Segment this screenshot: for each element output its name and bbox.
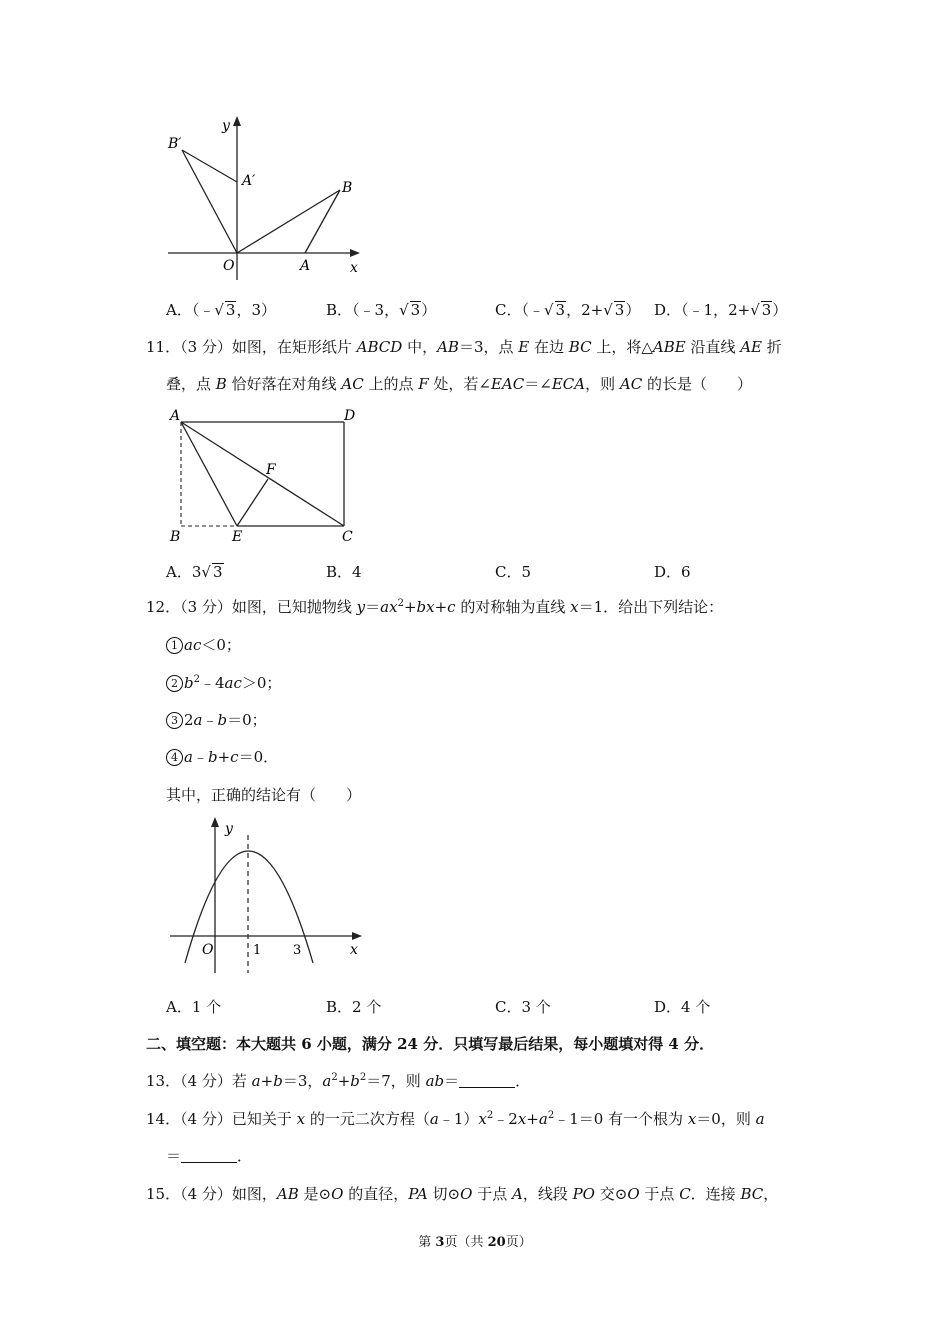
q10-option-a: A．（﹣√ 3，3）	[166, 301, 276, 319]
q12-conclusion-4: 4 a﹣b+c＝0．	[166, 747, 278, 767]
fig10-x-label: x	[350, 260, 358, 276]
q11-option-b: B．4	[326, 563, 362, 581]
fig12-o-label: O	[202, 942, 214, 958]
fig12-y-label: y	[225, 821, 233, 837]
fig11-c-label: C	[342, 529, 353, 545]
q12-option-a: A．1 个	[166, 998, 222, 1016]
q12-figure	[165, 815, 370, 975]
page-footer: 第 3页（共 20页）	[418, 1235, 532, 1250]
q11-line2: 叠，点 B 恰好落在对角线 AC 上的点 F 处，若∠EAC＝∠ECA，则 AC 的长是（ ）	[166, 375, 752, 393]
fig11-b-label: B	[170, 529, 181, 545]
fig10-b-prime-label: B′	[168, 136, 182, 152]
fig11-d-label: D	[344, 408, 356, 424]
q10-figure	[160, 112, 370, 282]
q14-answer-blank[interactable]	[181, 1148, 237, 1163]
fig10-b-label: B	[342, 180, 353, 196]
fig10-o-label: O	[223, 258, 235, 274]
section-2-heading: 二、填空题：本大题共 6 小题，满分 24 分．只填写最后结果，每小题填对得 4 分．	[146, 1035, 715, 1053]
q14-line1: 14．（4 分）已知关于 x 的一元二次方程$(a﹣1)x^2﹣2x+a^2﹣1=0$ 有一个根为 x＝0，则 a	[146, 1110, 765, 1128]
fig12-tick-1: 1	[253, 943, 262, 958]
q11-option-c: C．5	[495, 563, 532, 581]
q15-line1: 15．（4 分）如图，AB 是⊙O 的直径，PA 切⊙O 于点 A，线段 PO 交⊙O 于点 C．连接 BC，	[146, 1185, 779, 1203]
fig10-a-label: A	[300, 258, 311, 274]
q12-conclusion-2: 2 $b^2﹣4ac>0$；	[166, 673, 281, 693]
q12-option-c: C．3 个	[495, 998, 551, 1016]
q12-conclusion-3: 3 2a﹣b＝0；	[166, 710, 267, 730]
q10-option-d: D．（﹣1，2+√ 3）	[654, 301, 788, 319]
q12-option-d: D．4 个	[654, 998, 711, 1016]
fig12-tick-3: 3	[293, 943, 302, 958]
fig10-y-label: y	[222, 118, 230, 134]
q11-figure	[164, 404, 364, 550]
q11-option-d: D．6	[654, 563, 691, 581]
fig11-a-label: A	[170, 408, 181, 424]
fig11-e-label: E	[232, 529, 243, 545]
q11-option-a: A．3√ 3	[166, 563, 223, 581]
q14-line2: ＝ ．	[166, 1147, 253, 1165]
q11-line1: 11．（3 分）如图，在矩形纸片 ABCD 中，AB＝3，点 E 在边 BC 上，将△ABE 沿直线 AE 折	[146, 338, 782, 356]
fig12-x-label: x	[350, 942, 358, 958]
q12-conclusion-1: 1 ac＜0；	[166, 635, 241, 655]
q12-option-b: B．2 个	[326, 998, 382, 1016]
q12-intro: 12．（3 分）如图，已知抛物线 $y=ax^2+bx+c$ 的对称轴为直线 x＝1．给出下列结论：	[146, 598, 724, 616]
q10-option-c: C．（﹣√ 3，2+√ 3）	[495, 301, 641, 319]
fig11-f-label: F	[266, 462, 276, 478]
q13: 13．（4 分）若 a+b＝3，$a^2+b^2=7$，则 ab＝ ．	[146, 1072, 531, 1090]
q10-option-b: B．（﹣3，√ 3）	[326, 301, 437, 319]
fig10-a-prime-label: A′	[242, 173, 256, 189]
q13-answer-blank[interactable]	[459, 1073, 515, 1088]
q12-question: 其中，正确的结论有（ ）	[166, 786, 362, 804]
